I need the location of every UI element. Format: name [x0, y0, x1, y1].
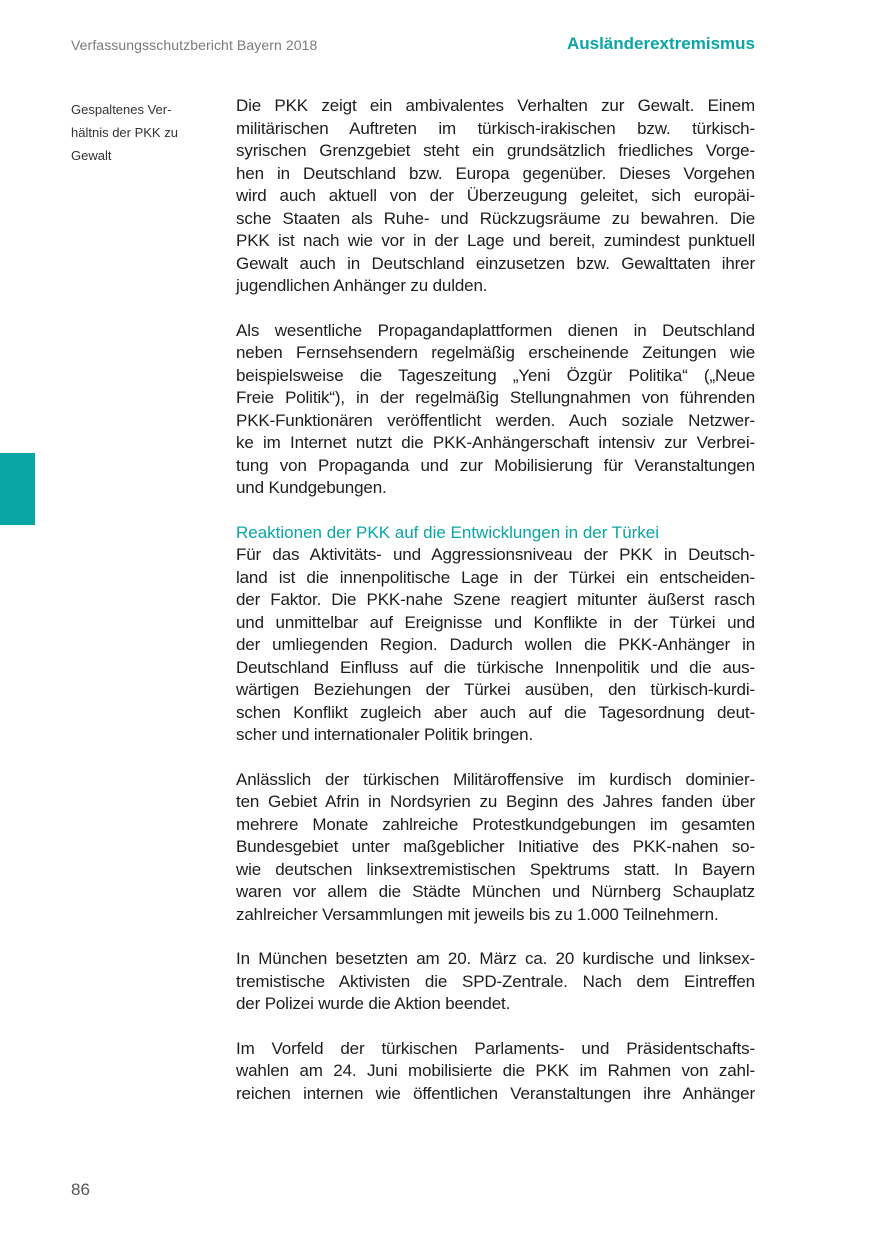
text-line: waren vor allem die Städte München und Nürnberg Schauplatz — [236, 882, 755, 901]
margin-note-line: hältnis der PKK zu — [71, 125, 178, 140]
text-line: scher und internationaler Politik bringen. — [236, 725, 534, 744]
text-line: der Faktor. Die PKK-nahe Szene reagiert mitunter äußerst rasch — [236, 590, 755, 609]
text-line: ke im Internet nutzt die PKK-Anhängerschaft intensiv zur Verbrei- — [236, 433, 755, 452]
text-line: In München besetzten am 20. März ca. 20 kurdische und linksex- — [236, 949, 755, 968]
text-line: Freie Politik“), in der regelmäßig Stellungnahmen von führenden — [236, 388, 755, 407]
chapter-tab-marker — [0, 453, 35, 525]
text-line: und Kundgebungen. — [236, 478, 387, 497]
text-line: land ist die innenpolitische Lage in der Türkei ein entscheiden- — [236, 567, 755, 587]
paragraph-afrin — [236, 769, 755, 927]
text-line: ten Gebiet Afrin in Nordsyrien zu Beginn des Jahres fanden über — [236, 792, 755, 811]
text-line: Die PKK zeigt ein ambivalentes Verhalten zur Gewalt. Einem — [236, 96, 755, 115]
text-line: zahlreicher Versammlungen mit jeweils bis zu 1.000 Teilnehmern. — [236, 904, 719, 924]
text-line: militärischen Auftreten im türkisch-irakischen bzw. türkisch- — [236, 118, 755, 138]
paragraph-elections — [236, 1038, 755, 1106]
text-line: Deutschland Einfluss auf die türkische Innenpolitik und die aus- — [236, 657, 755, 677]
text-line: tremistische Aktivisten die SPD-Zentrale. Nach dem Eintreffen — [236, 971, 755, 991]
text-line: syrischen Grenzgebiet steht ein grundsätzlich friedliches Vorge- — [236, 141, 755, 160]
text-line: Für das Aktivitäts- und Aggressionsniveau der PKK in Deutsch- — [236, 545, 755, 564]
text-line: PKK-Funktionären veröffentlicht werden. Auch soziale Netzwer- — [236, 410, 755, 430]
running-header-section: Ausländerextremismus — [566, 34, 755, 53]
text-line: Als wesentliche Propagandaplattformen dienen in Deutschland — [236, 320, 755, 340]
text-line: der umliegenden Region. Dadurch wollen die PKK-Anhänger in — [236, 635, 755, 654]
paragraph-propaganda — [236, 320, 755, 500]
section-subheading: Reaktionen der PKK auf die Entwicklungen in der Türkei — [236, 522, 660, 542]
text-line: Gewalt auch in Deutschland einzusetzen bzw. Gewalttaten ihrer — [236, 253, 755, 273]
text-line: reichen internen wie öffentlichen Veranstaltungen ihre Anhänger — [236, 1083, 755, 1103]
text-line: der Polizei wurde die Aktion beendet. — [236, 994, 511, 1013]
text-line: hen in Deutschland bzw. Europa gegenüber. Dieses Vorgehen — [236, 163, 755, 183]
paragraph-munich — [236, 948, 755, 1016]
text-line: sche Staaten als Ruhe- und Rückzugsräume zu bewahren. Die — [236, 208, 755, 228]
text-line: PKK ist nach wie vor in der Lage und bereit, zumindest punktuell — [236, 231, 755, 250]
running-header-title: Verfassungsschutzbericht Bayern 2018 — [71, 37, 318, 53]
text-line: Bundesgebiet unter maßgeblicher Initiative des PKK-nahen so- — [236, 837, 755, 856]
paragraph-pkk-violence — [236, 95, 755, 298]
text-line: beispielsweise die Tageszeitung „Yeni Özgür Politika“ („Neue — [236, 365, 755, 385]
body-text — [236, 95, 755, 1105]
text-line: neben Fernsehsendern regelmäßig erscheinende Zeitungen wie — [236, 343, 755, 362]
text-line: wahlen am 24. Juni mobilisierte die PKK im Rahmen von zahl- — [236, 1061, 755, 1080]
margin-note-line: Gespaltenes Ver- — [71, 102, 172, 117]
text-line: Im Vorfeld der türkischen Parlaments- und Präsidentschafts- — [236, 1038, 755, 1058]
text-line: wärtigen Beziehungen der Türkei ausüben, den türkisch-kurdi- — [236, 680, 755, 699]
paragraph-reactions — [236, 522, 755, 747]
page-number: 86 — [71, 1180, 90, 1199]
text-line: wie deutschen linksextremistischen Spektrums statt. In Bayern — [236, 859, 755, 879]
margin-note-line: Gewalt — [71, 148, 112, 163]
text-line: wird auch aktuell von der Überzeugung geleitet, sich europäi- — [236, 186, 755, 205]
text-line: und unmittelbar auf Ereignisse und Konflikte in der Türkei und — [236, 612, 755, 632]
text-line: jugendlichen Anhänger zu dulden. — [236, 276, 488, 295]
text-line: Anlässlich der türkischen Militäroffensive im kurdisch dominier- — [236, 769, 755, 789]
margin-note — [71, 98, 206, 167]
text-line: mehrere Monate zahlreiche Protestkundgebungen im gesamten — [236, 814, 755, 834]
text-line: tung von Propaganda und zur Mobilisierung für Veranstaltungen — [236, 455, 755, 475]
text-line: schen Konflikt zugleich aber auch auf die Tagesordnung deut- — [236, 702, 755, 722]
